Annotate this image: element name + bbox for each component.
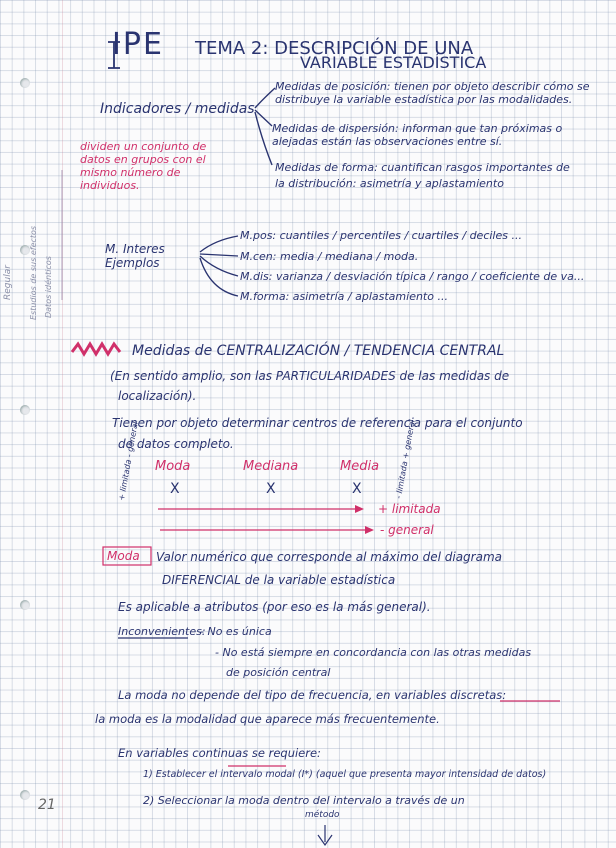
diagram-label-mode: Moda <box>155 459 191 474</box>
example-position: M.pos: cuantiles / percentiles / cuartiles / deciles ... <box>240 229 522 242</box>
example-central: M.cen: media / mediana / moda. <box>240 250 419 263</box>
page-number: 21 <box>38 797 56 813</box>
diagram-symbol: X <box>266 481 276 497</box>
moda-step-2b: método <box>305 810 340 820</box>
diagram-symbol: X <box>170 481 180 497</box>
indicator-dispersion: Medidas de dispersión: informan que tan próximas o alejadas están las observaciones entre sí. <box>272 122 563 148</box>
section-line: (En sentido amplio, son las PARTICULARIDADES de las medidas de <box>110 369 510 383</box>
moda-continuous: En variables continuas se requiere: <box>118 746 321 760</box>
vertical-note: Regular <box>3 265 13 300</box>
moda-def-2: DIFERENCIAL de la variable estadística <box>162 573 396 587</box>
topic-title-2: VARIABLE ESTADÍSTICA <box>300 53 487 72</box>
drawback-item: de posición central <box>226 666 331 679</box>
pink-note: dividen un conjunto de datos en grupos con el mismo número de individuos. <box>80 140 207 192</box>
example-shape: M.forma: asimetría / aplastamiento ... <box>240 290 448 303</box>
diagram-right-note: - limitada + general <box>394 418 417 500</box>
section-line: de datos completo. <box>118 437 234 451</box>
section-heading: Medidas de CENTRALIZACIÓN / TENDENCIA CENTRAL <box>132 343 505 359</box>
moda-frequency-line: La moda no depende del tipo de frecuencia, en variables discretas: <box>118 688 507 702</box>
drawback-item: - No está siempre en concordancia con las otras medidas <box>215 646 532 659</box>
topic-title: TEMA 2: DESCRIPCIÓN DE UNA <box>195 38 474 59</box>
diagram-symbol: X <box>352 481 362 497</box>
examples-label: M. Interes Ejemplos <box>105 242 165 270</box>
arrow-label-general: - general <box>380 523 434 537</box>
moda-arrow-line: la moda es la modalidad que aparece más frecuentemente. <box>95 712 440 726</box>
drawback-item: - No es única <box>200 625 272 638</box>
diagram-label-median: Mediana <box>243 459 299 474</box>
vertical-note: Estudios de sus efectos <box>29 225 38 320</box>
indicator-position: Medidas de posición: tienen por objeto describir cómo se distribuye la variable estadística por las modalidades. <box>275 80 590 106</box>
moda-step-2: 2) Seleccionar la moda dentro del intervalo a través de un <box>143 794 465 807</box>
section-line: Tienen por objeto determinar centros de referencia para el conjunto <box>112 416 523 430</box>
subject-title: IPE <box>112 27 164 62</box>
diagram-label-mean: Media <box>340 459 380 474</box>
moda-def-1: Valor numérico que corresponde al máximo del diagrama <box>156 550 502 564</box>
moda-applicable: Es aplicable a atributos (por eso es la más general). <box>118 600 431 614</box>
diagram-left-note: + limitada - general <box>117 420 140 502</box>
moda-tag: Moda <box>107 549 140 563</box>
indicators-label: Indicadores / medidas <box>100 101 255 117</box>
vertical-note: Datos idénticos <box>44 256 53 318</box>
arrow-label-limited: + limitada <box>378 502 441 516</box>
example-dispersion: M.dis: varianza / desviación típica / rango / coeficiente de va... <box>240 270 585 283</box>
drawbacks-label: Inconvenientes: <box>118 625 206 638</box>
section-line: localización). <box>118 389 197 403</box>
moda-step-1: 1) Establecer el intervalo modal (I*) (aquel que presenta mayor intensidad de datos) <box>143 769 547 780</box>
indicator-shape: Medidas de forma: cuantifican rasgos importantes de la distribución: asimetría y aplastamiento <box>275 161 570 190</box>
